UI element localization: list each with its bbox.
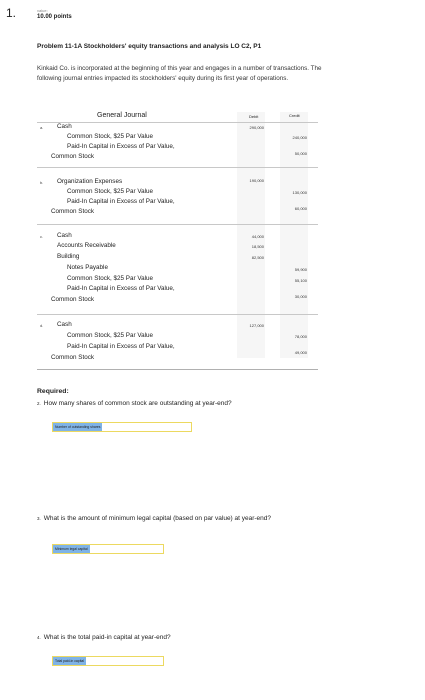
value-label: value: <box>37 8 48 13</box>
credit-amount: 78,000 <box>294 334 307 339</box>
general-journal <box>37 112 318 362</box>
credit-amount: 130,000 <box>292 190 307 195</box>
input-label: Minimum legal capital <box>55 547 88 551</box>
debit-amount: 190,000 <box>249 178 264 183</box>
journal-line: Common Stock, $25 Par Value <box>67 133 153 140</box>
debit-amount: 18,500 <box>251 244 264 249</box>
credit-column <box>280 112 308 358</box>
journal-line: Notes Payable <box>67 264 108 271</box>
problem-title: Problem 11-1A Stockholders' equity transactions and analysis LO C2, P1 <box>37 43 262 50</box>
question-4 <box>37 632 337 643</box>
journal-title: General Journal <box>97 112 147 119</box>
question-text: What is the amount of minimum legal capital (based on par value) at year-end? <box>43 515 272 522</box>
points-value: 10.00 points <box>37 14 72 20</box>
journal-line: Common Stock <box>51 208 95 215</box>
credit-amount: 60,000 <box>294 206 307 211</box>
credit-amount: 55,100 <box>294 278 307 283</box>
journal-line: Organization Expenses <box>57 178 123 185</box>
debit-header: Debit <box>249 114 259 119</box>
journal-line: Paid-In Capital in Excess of Par Value, <box>67 143 175 150</box>
question-number: 2. <box>37 401 41 406</box>
credit-amount: 59,900 <box>294 267 307 272</box>
question-3 <box>37 513 327 524</box>
entry-divider <box>37 167 318 168</box>
journal-line: Cash <box>57 123 72 130</box>
journal-line: Common Stock, $25 Par Value <box>67 332 153 339</box>
problem-intro: Kinkaid Co. is incorporated at the beginning of this year and engages in a number of transactions. The following journal entries impacted its stockholders' equity during its first year of operations. <box>37 65 322 82</box>
input-label: Number of outstanding shares <box>55 425 101 429</box>
entry-letter: c. <box>40 234 44 239</box>
input-label: Total paid-in capital <box>55 659 85 663</box>
question-number: 4. <box>37 635 41 640</box>
entry-letter: d. <box>40 323 44 328</box>
entry-letter: b. <box>40 180 44 185</box>
debit-amount: 44,000 <box>251 234 264 239</box>
journal-line: Building <box>57 253 80 260</box>
journal-line: Paid-In Capital in Excess of Par Value, <box>67 198 175 205</box>
entry-letter: a. <box>40 125 44 130</box>
journal-bottom-rule <box>37 369 318 370</box>
journal-header-rule <box>37 122 318 123</box>
debit-amount: 127,000 <box>249 323 264 328</box>
debit-amount: 290,000 <box>249 125 264 130</box>
credit-amount: 30,000 <box>294 294 307 299</box>
journal-line: Common Stock, $25 Par Value <box>67 188 153 195</box>
journal-line: Paid-In Capital in Excess of Par Value, <box>67 343 175 350</box>
journal-line: Accounts Receivable <box>57 242 116 249</box>
credit-amount: 49,000 <box>294 350 307 355</box>
journal-line: Common Stock, $25 Par Value <box>67 275 153 282</box>
question-2 <box>37 398 337 409</box>
journal-line: Common Stock <box>51 153 95 160</box>
entry-divider <box>37 314 318 315</box>
journal-line: Cash <box>57 321 72 328</box>
total-paid-in-capital-input[interactable] <box>52 656 164 666</box>
question-number: 3. <box>37 516 41 521</box>
question-text: How many shares of common stock are outstanding at year-end? <box>43 400 232 407</box>
minimum-legal-capital-input[interactable] <box>52 544 164 554</box>
journal-line: Common Stock <box>51 296 95 303</box>
journal-header <box>37 112 318 122</box>
debit-amount: 82,500 <box>251 255 264 260</box>
credit-amount: 50,000 <box>294 151 307 156</box>
journal-line: Paid-In Capital in Excess of Par Value, <box>67 285 175 292</box>
outstanding-shares-input[interactable] <box>52 422 192 432</box>
credit-header: Credit <box>289 113 300 118</box>
journal-line: Cash <box>57 232 72 239</box>
required-heading: Required: <box>37 388 69 395</box>
journal-line: Common Stock <box>51 354 95 361</box>
question-number: 1. <box>6 6 17 20</box>
entry-divider <box>37 224 318 225</box>
question-text: What is the total paid-in capital at year-end? <box>43 634 171 641</box>
credit-amount: 240,000 <box>292 135 307 140</box>
